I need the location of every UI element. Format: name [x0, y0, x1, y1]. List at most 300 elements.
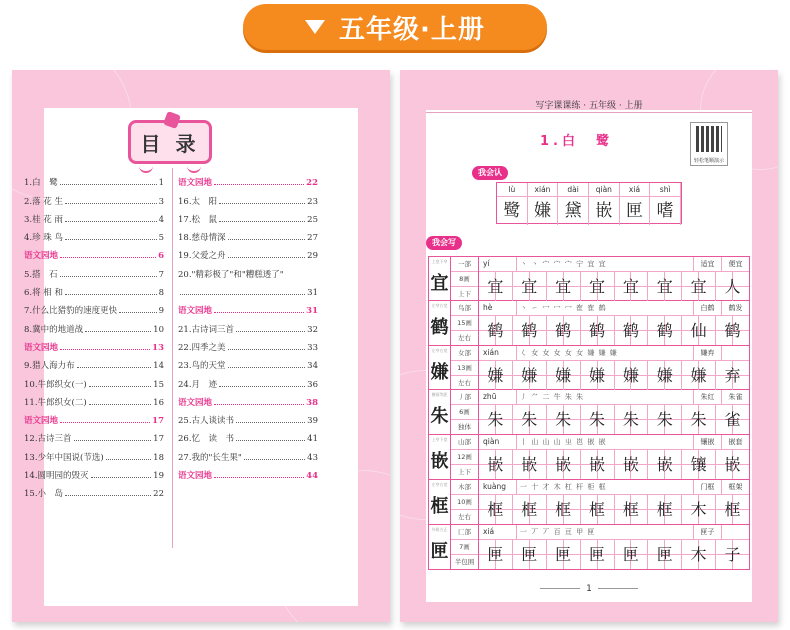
radical: 女部 [451, 346, 478, 361]
stroke-order: 丿 ⺈ 二 牛 朱 朱 [520, 393, 585, 402]
character-cell: 嗜 [650, 197, 681, 225]
toc-entry[interactable] [24, 463, 164, 481]
practice-cells [479, 540, 749, 569]
practice-cell[interactable]: 嫌 [479, 361, 513, 390]
toc-leader [228, 349, 306, 350]
toc-entry[interactable] [24, 225, 164, 243]
toc-entry-page: 17 [153, 434, 164, 445]
pinyin-cell: shì [650, 183, 681, 197]
practice-cell[interactable]: 嫌 [547, 361, 581, 390]
toc-entry[interactable] [24, 426, 164, 444]
toc-title-card [128, 120, 212, 164]
practice-cell[interactable]: 宜 [581, 272, 615, 301]
toc-leader [219, 221, 305, 222]
pinyin-cell: dài [558, 183, 589, 197]
toc-entry-title: 8.冀中的地道战 [24, 324, 84, 335]
toc-entry-title: 语文园地 [24, 342, 59, 353]
toc-leader [236, 422, 305, 423]
pinyin: zhū [479, 390, 517, 404]
writing-hint: 左窄右宽 [431, 481, 448, 487]
toc-entry-title: 14.圆明园的毁灭 [24, 471, 89, 482]
practice-cell[interactable]: 鹤 [615, 316, 649, 345]
toc-entry[interactable] [178, 298, 318, 316]
toc-entry-page: 14 [153, 361, 164, 372]
model-character-box [429, 257, 451, 300]
practice-cells [479, 272, 749, 301]
toc-entry-page: 15 [153, 379, 164, 390]
toc-entry[interactable] [24, 481, 164, 499]
practice-cell[interactable]: 宜 [513, 272, 547, 301]
toc-leader [219, 203, 305, 204]
toc-entry[interactable] [178, 170, 318, 188]
toc-entry-title: 26.忆 读 书 [178, 434, 235, 445]
character-info [451, 480, 479, 524]
row-header [479, 346, 749, 361]
practice-cell[interactable]: 朱 [581, 405, 615, 434]
practice-cells [479, 495, 749, 524]
toc-entry-page: 38 [306, 397, 318, 408]
toc-entry-title: 18.慈母情深 [178, 233, 226, 244]
pinyin-cell: qiàn [589, 183, 620, 197]
practice-cell[interactable]: 仙 [682, 316, 716, 345]
word-example: 门框 [693, 480, 721, 494]
toc-entry-title: 语文园地 [178, 471, 213, 482]
toc-page [12, 70, 390, 622]
stroke-order: 一 丆 丆 百 亘 甲 匣 [520, 527, 596, 536]
toc-leader [219, 386, 305, 387]
model-character-box [429, 346, 451, 390]
toc-entry[interactable] [178, 335, 318, 353]
worksheet-header: 写字课课练 · 五年级 · 上册 [535, 101, 643, 111]
row-header [479, 257, 749, 272]
toc-leader [60, 276, 157, 277]
radical: 山部 [451, 435, 478, 450]
model-character: 匣 [430, 540, 449, 562]
toc-entry[interactable] [178, 463, 318, 481]
triangle-down-icon [305, 20, 325, 34]
toc-entry-title: 19.父爱之舟 [178, 251, 226, 262]
practice-cell[interactable]: 嵌 [547, 450, 581, 479]
toc-leader [214, 184, 304, 185]
practice-cell[interactable]: 弃 [716, 361, 749, 390]
qr-code-icon [696, 126, 722, 152]
toc-entry-title: 21.古诗词三首 [178, 324, 235, 335]
toc-entry-page: 22 [306, 178, 318, 189]
writing-row [428, 390, 750, 435]
writing-practice-grid [428, 256, 750, 570]
toc-entry-page: 44 [306, 471, 318, 482]
toc-entry-title: 3.桂 花 雨 [24, 214, 64, 225]
practice-cell[interactable]: 朱 [648, 405, 682, 434]
radical: 丿部 [451, 390, 478, 405]
stroke-count: 10画 [451, 495, 478, 510]
pinyin: yí [479, 257, 517, 271]
practice-area [479, 435, 749, 479]
radical: 匚部 [451, 525, 478, 540]
practice-cell[interactable]: 嫌 [648, 361, 682, 390]
toc-leader [60, 257, 156, 258]
toc-leader [65, 239, 157, 240]
toc-entry-page: 43 [307, 452, 318, 463]
toc-entry-title: 27.我的"长生果" [178, 452, 242, 463]
practice-cells [479, 405, 749, 434]
writing-row [428, 301, 750, 346]
model-character-box [429, 525, 451, 569]
toc-entry-title: 17.松 鼠 [178, 214, 218, 225]
practice-cell[interactable]: 框 [615, 495, 649, 524]
toc-leader [65, 495, 151, 496]
practice-cell[interactable]: 朱 [615, 405, 649, 434]
practice-cell[interactable]: 镶 [682, 450, 716, 479]
toc-entry-title: 13.少年中国说(节选) [24, 452, 104, 463]
toc-entry[interactable] [24, 243, 164, 261]
word-example [721, 525, 749, 539]
toc-entry-title: 2.落 花 生 [24, 196, 64, 207]
toc-entry[interactable] [178, 225, 318, 243]
toc-entry-page: 9 [158, 306, 164, 317]
toc-entry[interactable] [24, 170, 164, 188]
practice-cell[interactable]: 框 [513, 495, 547, 524]
practice-area [479, 480, 749, 524]
toc-entry[interactable] [24, 390, 164, 408]
practice-cells [479, 361, 749, 390]
toc-entry-title: 5.搭 石 [24, 269, 58, 280]
toc-leader [65, 294, 157, 295]
model-character-box [429, 390, 451, 434]
toc-entry-page: 33 [307, 342, 318, 353]
toc-entry-page: 3 [158, 196, 164, 207]
toc-entry-title: 1.白 鹭 [24, 178, 58, 189]
writing-row [428, 525, 750, 570]
toc-entry[interactable] [24, 408, 164, 426]
writing-hint: 上宽下窄 [431, 259, 448, 264]
model-character: 嫌 [430, 361, 449, 383]
stroke-count: 7画 [451, 540, 478, 555]
toc-entry-title: 9.猎人海力布 [24, 361, 75, 372]
toc-entry[interactable] [178, 188, 318, 206]
toc-entry-page: 31 [306, 306, 318, 317]
toc-entry-title: 语文园地 [24, 251, 59, 262]
stroke-count: 8画 [451, 272, 478, 287]
practice-cell[interactable]: 匣 [648, 540, 682, 569]
model-character: 鹤 [430, 316, 449, 338]
toc-leader [60, 184, 157, 185]
toc-entry-title: 语文园地 [24, 416, 59, 427]
practice-cell[interactable]: 嫌 [682, 361, 716, 390]
word-example: 镶嵌 [693, 435, 721, 449]
structure: 独体 [458, 423, 471, 432]
toc-entry[interactable] [24, 444, 164, 462]
toc-entry[interactable] [24, 371, 164, 389]
toc-entry[interactable] [24, 261, 164, 279]
toc-entry-title: 7.什么比猎豹的速度更快 [24, 306, 118, 317]
lesson-title: 1.白 鹭 [540, 134, 613, 149]
toc-entry-title: 16.太 阳 [178, 196, 218, 207]
practice-area [479, 346, 749, 390]
toc-entry[interactable] [24, 335, 164, 353]
qr-code[interactable] [690, 122, 728, 166]
toc-entry-page: 32 [307, 324, 318, 335]
character-info [451, 525, 479, 569]
model-character-box [429, 301, 451, 345]
toc-entry-page: 36 [307, 379, 318, 390]
pinyin: xiá [479, 525, 517, 539]
toc-leader [228, 239, 306, 240]
practice-cell[interactable]: 宜 [615, 272, 649, 301]
toc-entry-page: 27 [307, 233, 318, 244]
toc-entry-title: 4.珍 珠 鸟 [24, 233, 64, 244]
toc-divider [172, 168, 173, 548]
toc-leader [106, 459, 152, 460]
toc-entry[interactable] [178, 426, 318, 444]
practice-cell[interactable]: 宜 [682, 272, 716, 301]
stroke-count: 13画 [451, 361, 478, 376]
toc-entry-title: 语文园地 [178, 397, 213, 408]
practice-cell[interactable]: 嫌 [513, 361, 547, 390]
toc-entry-title: 11.牛郎织女(二) [24, 397, 87, 408]
banner-title: 五年级·上册 [339, 14, 485, 45]
practice-cell[interactable]: 宜 [648, 272, 682, 301]
stroke-order: 一 十 才 木 杠 杆 柜 框 [520, 482, 607, 491]
toc-leader [214, 312, 304, 313]
toc-column-left [24, 170, 164, 499]
word-example: 鹤发 [721, 301, 749, 315]
toc-entry[interactable] [24, 188, 164, 206]
row-header [479, 525, 749, 540]
toc-entry-page: 16 [153, 397, 164, 408]
model-character: 框 [430, 495, 449, 517]
toc-entry-page: 25 [307, 214, 318, 225]
practice-cell[interactable]: 鹤 [581, 316, 615, 345]
toc-entry-page: 1 [158, 178, 164, 189]
toc-entry[interactable] [24, 316, 164, 334]
character-info [451, 435, 479, 479]
toc-entry[interactable] [178, 371, 318, 389]
practice-cell[interactable]: 朱 [513, 405, 547, 434]
toc-entry[interactable] [178, 444, 318, 462]
practice-cell[interactable]: 匣 [581, 540, 615, 569]
model-character: 宜 [430, 273, 449, 294]
toc-entry-page: 23 [307, 196, 318, 207]
practice-area [479, 301, 749, 345]
structure: 上下 [458, 290, 471, 298]
practice-cell[interactable]: 框 [479, 495, 513, 524]
toc-entry[interactable] [178, 243, 318, 261]
toc-leader [89, 404, 152, 405]
practice-area [479, 390, 749, 434]
stroke-order: 丶 丶 宀 宀 宀 宁 宜 宜 [520, 260, 607, 268]
toc-entry-title: 语文园地 [178, 306, 213, 317]
toc-leader [91, 477, 152, 478]
toc-entry-title: 25.古人谈读书 [178, 416, 235, 427]
model-character-box [429, 435, 451, 479]
practice-cell[interactable]: 匣 [547, 540, 581, 569]
practice-cell[interactable]: 鹤 [648, 316, 682, 345]
toc-entry-page: 22 [153, 489, 164, 500]
practice-cell[interactable]: 嵌 [615, 450, 649, 479]
writing-hint: 外框方正 [431, 526, 448, 532]
grade-banner [243, 4, 547, 50]
toc-entry[interactable] [178, 353, 318, 371]
word-example: 框架 [721, 480, 749, 494]
recognize-chars-table [496, 182, 682, 224]
practice-cell[interactable]: 鹤 [479, 316, 513, 345]
practice-cell[interactable]: 框 [716, 495, 749, 524]
radical: 鸟部 [451, 301, 478, 316]
radical: 一部 [451, 257, 478, 272]
practice-cell[interactable]: 朱 [479, 405, 513, 434]
toc-entry[interactable] [24, 298, 164, 316]
toc-leader [228, 367, 306, 368]
practice-cell[interactable]: 框 [547, 495, 581, 524]
pinyin-cell: xiá [620, 183, 651, 197]
toc-entry-page: 17 [152, 416, 164, 427]
toc-entry-title: 15.小 岛 [24, 489, 64, 500]
writing-row [428, 480, 750, 525]
toc-entry[interactable] [178, 390, 318, 408]
character-cell: 黛 [558, 197, 589, 225]
practice-cell[interactable]: 匣 [513, 540, 547, 569]
word-example: 适宜 [693, 257, 721, 271]
character-cell: 匣 [620, 197, 651, 225]
toc-entry-title: 23.鸟的天堂 [178, 361, 226, 372]
toc-entry[interactable] [178, 316, 318, 334]
toc-entry-page: 4 [158, 214, 164, 225]
practice-cell[interactable]: 木 [682, 495, 716, 524]
stroke-order: 丶 ㇀ 冖 冖 冖 隺 隺 鹤 [520, 303, 607, 312]
practice-cell[interactable]: 嵌 [648, 450, 682, 479]
pinyin-cell: lù [497, 183, 528, 197]
word-example: 白鹤 [693, 301, 721, 315]
toc-entry[interactable] [178, 408, 318, 426]
character-info [451, 390, 479, 434]
toc-entry-page: 10 [153, 324, 164, 335]
pinyin-cell: xián [528, 183, 559, 197]
practice-cell[interactable]: 鹤 [716, 316, 749, 345]
stroke-order: 丨 山 山 山 㞢 岜 嵌 嵌 [520, 438, 607, 447]
toc-entry-title: 20."精彩极了"和"糟糕透了" [178, 269, 284, 280]
practice-cell[interactable]: 雀 [716, 405, 749, 434]
model-character: 嵌 [430, 451, 449, 473]
toc-entry-title: 语文园地 [178, 178, 213, 189]
practice-cell[interactable]: 嵌 [581, 450, 615, 479]
writing-row [428, 435, 750, 480]
practice-cell[interactable]: 匣 [479, 540, 513, 569]
toc-entry[interactable] [178, 280, 318, 298]
word-example: 朱雀 [721, 390, 749, 404]
toc-leader [214, 404, 304, 405]
practice-cell[interactable]: 嵌 [716, 450, 749, 479]
practice-cell[interactable]: 鹤 [513, 316, 547, 345]
stroke-count: 15画 [451, 316, 478, 331]
practice-cell[interactable]: 嫌 [581, 361, 615, 390]
practice-cell[interactable]: 朱 [682, 405, 716, 434]
toc-entry-page: 34 [307, 361, 318, 372]
toc-leader [60, 422, 150, 423]
qr-caption: 轻松笔顺演示 [693, 158, 724, 164]
header-rule [426, 112, 752, 113]
toc-leader [244, 459, 305, 460]
character-cell: 嵌 [589, 197, 620, 225]
toc-title: 目 录 [140, 131, 200, 156]
pinyin: qiàn [479, 435, 517, 449]
structure: 左右 [458, 512, 471, 521]
toc-leader [74, 440, 152, 441]
toc-entry-title: 10.牛郎织女(一) [24, 379, 87, 390]
row-header [479, 435, 749, 450]
pinyin: xián [479, 346, 517, 360]
toc-entry[interactable] [178, 261, 318, 279]
word-example: 嵌套 [721, 435, 749, 449]
practice-cell[interactable]: 子 [716, 540, 749, 569]
practice-cell[interactable]: 嵌 [479, 450, 513, 479]
writing-row [428, 346, 750, 391]
character-info [451, 346, 479, 390]
character-cell: 嫌 [528, 197, 559, 225]
toc-entry-page: 41 [307, 434, 318, 445]
practice-cell[interactable]: 宜 [547, 272, 581, 301]
row-header [479, 301, 749, 316]
toc-leader [65, 221, 157, 222]
practice-area [479, 257, 749, 300]
radical: 木部 [451, 480, 478, 495]
toc-leader [236, 331, 305, 332]
writing-hint: 横画等距 [431, 392, 448, 398]
stroke-count: 12画 [451, 450, 478, 465]
toc-entry-title: 24.月 迹 [178, 379, 218, 390]
writing-hint: 左窄右宽 [431, 347, 448, 353]
practice-cells [479, 316, 749, 345]
writing-hint: 左窄右宽 [431, 302, 448, 308]
practice-cell[interactable]: 木 [682, 540, 716, 569]
row-header [479, 480, 749, 495]
word-example: 便宜 [721, 257, 749, 271]
toc-entry[interactable] [24, 207, 164, 225]
practice-cell[interactable]: 朱 [547, 405, 581, 434]
word-example [721, 346, 749, 360]
toc-entry[interactable] [178, 207, 318, 225]
structure: 左右 [458, 333, 471, 342]
practice-cells [479, 450, 749, 479]
practice-cell[interactable]: 宜 [479, 272, 513, 301]
toc-leader [85, 331, 151, 332]
toc-entry-page: 6 [158, 251, 164, 262]
model-character-box [429, 480, 451, 524]
practice-cell[interactable]: 框 [648, 495, 682, 524]
toc-entry-page: 29 [307, 251, 318, 262]
toc-entry[interactable] [24, 280, 164, 298]
toc-leader [89, 386, 152, 387]
toc-leader [119, 312, 156, 313]
structure: 上下 [458, 468, 471, 477]
toc-leader [236, 440, 305, 441]
toc-entry-page: 18 [153, 452, 164, 463]
toc-leader [77, 367, 152, 368]
toc-entry-page: 7 [158, 269, 164, 280]
word-example: 朱红 [693, 390, 721, 404]
practice-cell[interactable]: 鹤 [547, 316, 581, 345]
practice-cell[interactable]: 框 [581, 495, 615, 524]
toc-leader [180, 294, 305, 295]
read-section-tag: 我会认 [472, 166, 508, 180]
stroke-order: 𡿨 女 女 女 女 女 嫌 嫌 嫌 [520, 348, 618, 357]
practice-cell[interactable]: 嫌 [615, 361, 649, 390]
practice-cell[interactable]: 匣 [615, 540, 649, 569]
practice-cell[interactable]: 嵌 [513, 450, 547, 479]
practice-cell[interactable]: 人 [716, 272, 749, 301]
toc-entry[interactable] [24, 353, 164, 371]
practice-area [479, 525, 749, 569]
